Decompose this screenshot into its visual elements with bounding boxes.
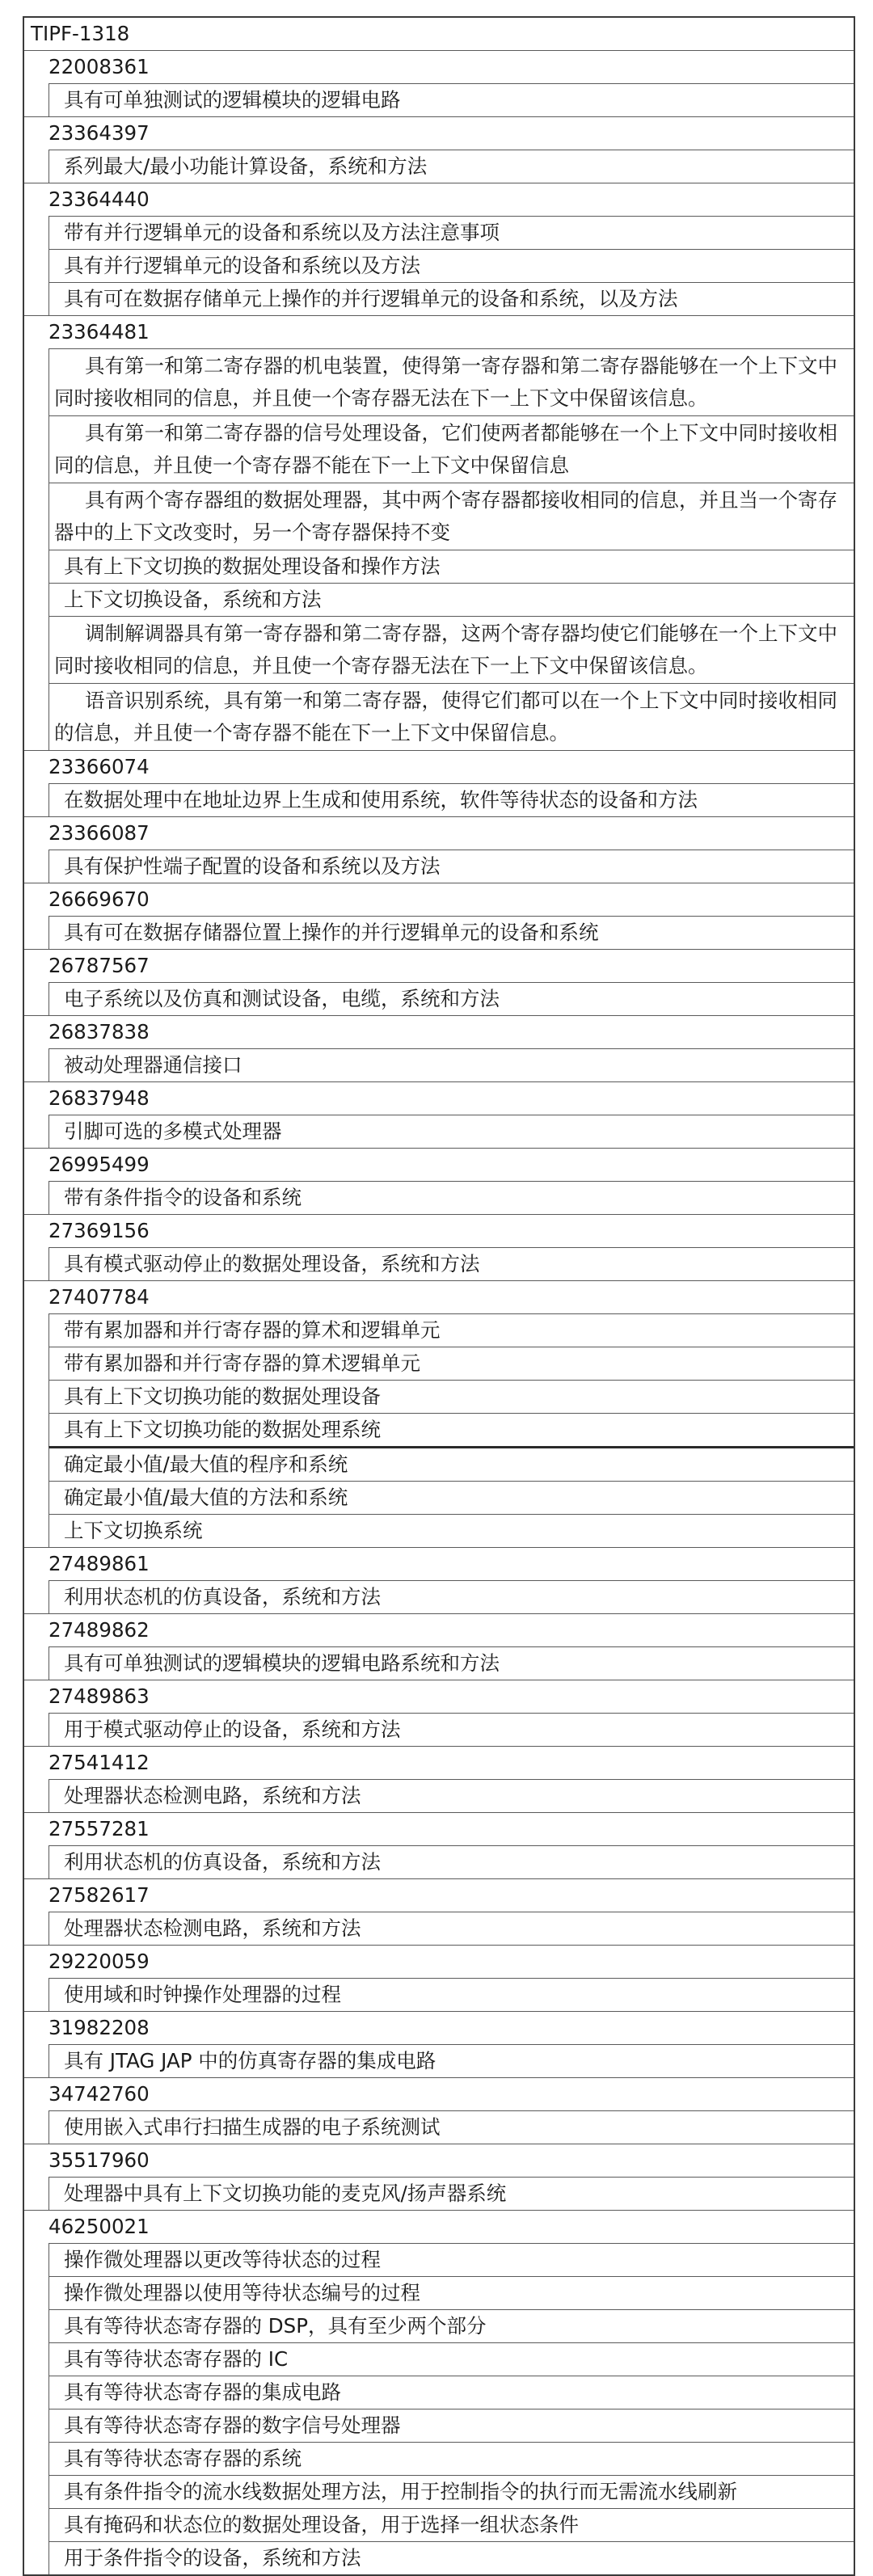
patent-title: 利用状态机的仿真设备，系统和方法 [48, 1845, 854, 1878]
patent-title: 系列最大/最小功能计算设备，系统和方法 [48, 150, 854, 183]
patent-number: 26669670 [24, 883, 854, 916]
patent-title: 带有条件指令的设备和系统 [48, 1181, 854, 1214]
patent-title: 具有可单独测试的逻辑模块的逻辑电路 [48, 83, 854, 116]
patent-title: 处理器中具有上下文切换功能的麦克风/扬声器系统 [48, 2177, 854, 2210]
patent-title: 处理器状态检测电路，系统和方法 [48, 1912, 854, 1945]
patent-number: 27489862 [24, 1613, 854, 1646]
patent-number: 26787567 [24, 949, 854, 982]
patent-title: 具有等待状态寄存器的 IC [48, 2342, 854, 2376]
patent-title: 具有并行逻辑单元的设备和系统以及方法 [48, 249, 854, 282]
patent-title: 电子系统以及仿真和测试设备，电缆，系统和方法 [48, 982, 854, 1015]
patent-number: 23366074 [24, 750, 854, 783]
patent-title: 引脚可选的多模式处理器 [48, 1115, 854, 1148]
patent-title: 被动处理器通信接口 [48, 1048, 854, 1081]
patent-number: 27582617 [24, 1878, 854, 1912]
patent-table [23, 16, 855, 2576]
patent-list-sheet [23, 16, 855, 2576]
patent-number: 29220059 [24, 1945, 854, 1978]
patent-number: 23364397 [24, 116, 854, 150]
patent-title: 使用嵌入式串行扫描生成器的电子系统测试 [48, 2110, 854, 2144]
patent-title: 上下文切换设备，系统和方法 [48, 583, 854, 616]
patent-title: 利用状态机的仿真设备，系统和方法 [48, 1580, 854, 1613]
patent-title: 具有可单独测试的逻辑模块的逻辑电路系统和方法 [48, 1646, 854, 1680]
patent-title: 具有等待状态寄存器的 DSP，具有至少两个部分 [48, 2309, 854, 2342]
patent-title: 使用域和时钟操作处理器的过程 [48, 1978, 854, 2011]
document-title: TIPF-1318 [31, 22, 130, 45]
patent-title: 具有等待状态寄存器的系统 [48, 2442, 854, 2475]
patent-number: 26837838 [24, 1015, 854, 1048]
patent-title: 确定最小值/最大值的程序和系统 [48, 1446, 854, 1481]
patent-title: 操作微处理器以更改等待状态的过程 [48, 2243, 854, 2276]
patent-number: 27489863 [24, 1680, 854, 1713]
patent-number: 46250021 [24, 2210, 854, 2243]
patent-number: 35517960 [24, 2144, 854, 2177]
patent-title: 用于条件指令的设备，系统和方法 [48, 2541, 854, 2574]
patent-title: 具有两个寄存器组的数据处理器，其中两个寄存器都接收相同的信息，并且当一个寄存器中的上下文改变时，另一个寄存器保持不变 [48, 483, 854, 550]
patent-title: 具有上下文切换功能的数据处理设备 [48, 1380, 854, 1413]
patent-title: 确定最小值/最大值的方法和系统 [48, 1481, 854, 1514]
patent-title: 具有保护性端子配置的设备和系统以及方法 [48, 850, 854, 883]
patent-title: 具有条件指令的流水线数据处理方法，用于控制指令的执行而无需流水线刷新 [48, 2475, 854, 2508]
patent-title: 具有等待状态寄存器的数字信号处理器 [48, 2409, 854, 2442]
patent-title: 调制解调器具有第一寄存器和第二寄存器，这两个寄存器均使它们能够在一个上下文中同时接收相同的信息，并且使一个寄存器无法在下一上下文中保留该信息。 [48, 616, 854, 683]
patent-number: 27489861 [24, 1547, 854, 1580]
patent-title: 上下文切换系统 [48, 1514, 854, 1547]
patent-number: 27407784 [24, 1280, 854, 1313]
patent-title: 具有可在数据存储单元上操作的并行逻辑单元的设备和系统，以及方法 [48, 282, 854, 315]
patent-number: 26995499 [24, 1148, 854, 1181]
patent-number: 23364440 [24, 183, 854, 216]
patent-title: 带有并行逻辑单元的设备和系统以及方法注意事项 [48, 216, 854, 249]
patent-title: 带有累加器和并行寄存器的算术逻辑单元 [48, 1347, 854, 1380]
patent-title: 在数据处理中在地址边界上生成和使用系统，软件等待状态的设备和方法 [48, 783, 854, 816]
patent-title: 具有第一和第二寄存器的机电装置，使得第一寄存器和第二寄存器能够在一个上下文中同时接收相同的信息，并且使一个寄存器无法在下一上下文中保留该信息。 [48, 348, 854, 415]
patent-title: 处理器状态检测电路，系统和方法 [48, 1779, 854, 1812]
patent-number: 22008361 [24, 50, 854, 83]
patent-number: 23364481 [24, 315, 854, 348]
patent-title: 具有上下文切换功能的数据处理系统 [48, 1413, 854, 1446]
patent-title: 语音识别系统，具有第一和第二寄存器，使得它们都可以在一个上下文中同时接收相同的信息，并且使一个寄存器不能在下一上下文中保留信息。 [48, 683, 854, 750]
patent-number: 26837948 [24, 1081, 854, 1115]
patent-number: 27557281 [24, 1812, 854, 1845]
patent-title: 具有可在数据存储器位置上操作的并行逻辑单元的设备和系统 [48, 916, 854, 949]
patent-title: 操作微处理器以使用等待状态编号的过程 [48, 2276, 854, 2309]
patent-number: 27369156 [24, 1214, 854, 1247]
patent-title: 用于模式驱动停止的设备，系统和方法 [48, 1713, 854, 1746]
patent-number: 27541412 [24, 1746, 854, 1779]
patent-number: 31982208 [24, 2011, 854, 2044]
patent-title: 具有模式驱动停止的数据处理设备，系统和方法 [48, 1247, 854, 1280]
patent-number: 34742760 [24, 2077, 854, 2110]
patent-title: 具有上下文切换的数据处理设备和操作方法 [48, 550, 854, 583]
patent-number: 23366087 [24, 816, 854, 850]
patent-title: 具有 JTAG JAP 中的仿真寄存器的集成电路 [48, 2044, 854, 2077]
patent-title: 具有掩码和状态位的数据处理设备，用于选择一组状态条件 [48, 2508, 854, 2541]
patent-title: 具有第一和第二寄存器的信号处理设备，它们使两者都能够在一个上下文中同时接收相同的信息，并且使一个寄存器不能在下一上下文中保留信息 [48, 415, 854, 483]
patent-title: 具有等待状态寄存器的集成电路 [48, 2376, 854, 2409]
patent-title: 带有累加器和并行寄存器的算术和逻辑单元 [48, 1313, 854, 1347]
